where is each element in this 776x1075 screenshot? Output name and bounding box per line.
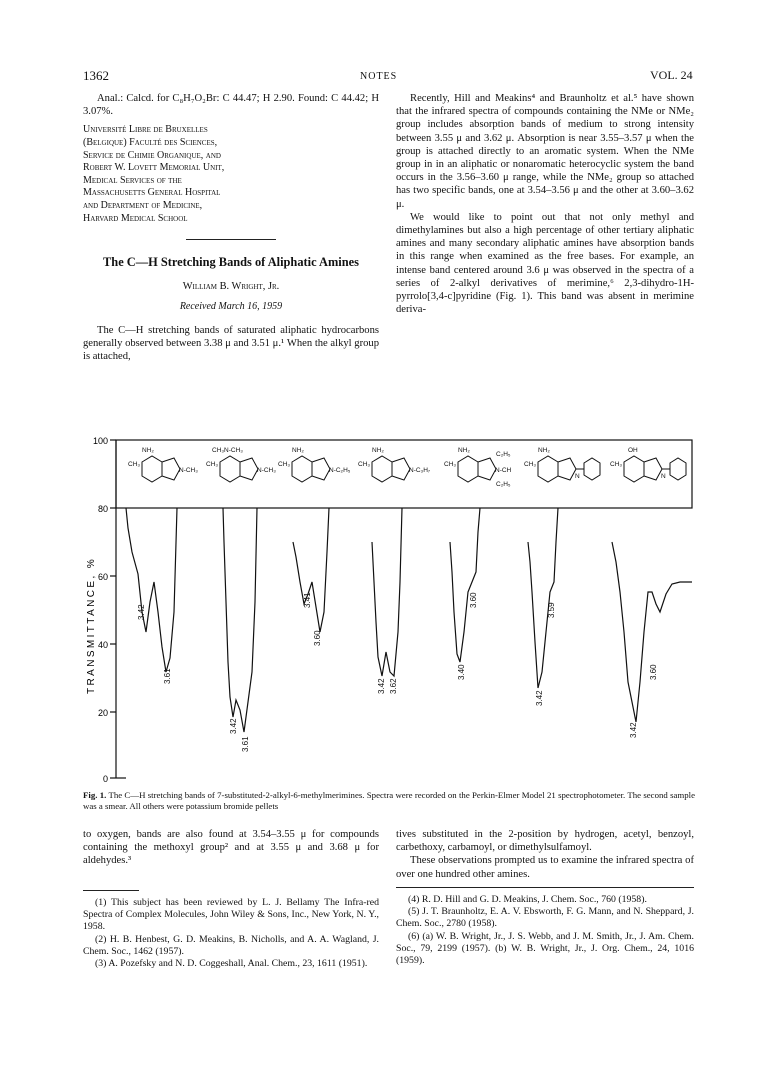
ir-spectra-figure [80,432,696,784]
footnote: (3) A. Pozefsky and N. D. Coggeshall, Anal. Chem., 23, 1611 (1951). [95,958,368,970]
structure-label: N-CH [495,467,512,474]
left-bottom-column [83,828,379,970]
y-tick-label: 60 [97,572,108,582]
y-tick-label: 0 [102,774,108,784]
figure-caption [83,790,695,812]
affiliation-block [83,124,379,225]
structure-label: CH₃N-CH₃ [212,447,243,454]
footnote-divider [83,890,139,891]
band-label: 3.60 [469,592,478,608]
spectrum-trace-4 [372,508,402,676]
paragraph: We would like to point out that not only methyl and dimethylamines but also a high percentage of other tertiary aliphatic amines and many secondary aliphatic amines have absorption bands in this range when examined as the free bases. For example, an intense band centered around 3.6 μ was observed in the spectra of a series of 2-alkyl derivatives of merimine,⁶ 2,3-dihydro-1H-pyrrolo[3,4-c]pyridine (Fig. 1). This band was absent in merimine deriva- [396,211,694,316]
structure-label: CH₃ [278,461,291,468]
structure-label: CH₃ [206,461,219,468]
band-label: 3.59 [547,602,556,618]
affiliation-line: Université Libre de Bruxelles [83,124,208,136]
affiliation-line: Service de Chimie Organique, and [83,149,221,161]
band-label: 3.62 [389,678,398,694]
author: William B. Wright, Jr. [182,281,280,293]
structure-label: N-CH₃ [257,467,276,474]
band-label: 3.40 [457,664,466,680]
structure-label: OH [628,447,638,454]
structure-label: CH₃ [610,461,623,468]
volume-label: VOL. 24 [650,68,693,82]
band-label: 3.41 [303,592,312,608]
footnote: (2) H. B. Henbest, G. D. Meakins, B. Nicholls, and A. A. Wagland, J. Chem. Soc., 1462 (1957). [83,933,379,957]
band-label: 3.42 [137,604,146,620]
structure-label: NH₂ [142,447,154,454]
footnote: (1) This subject has been reviewed by L. J. Bellamy The Infra-red Spectra of Complex Molecules, John Wiley & Sons, Inc., New York, N. Y., 1958. [83,896,379,933]
structure [278,447,351,482]
spectrum-trace-1 [126,508,177,672]
spectrum-trace-5 [450,508,480,662]
affiliation-line: Robert W. Lovett Memorial Unit, [83,162,225,174]
left-column [83,92,379,363]
right-bottom-column [396,828,694,968]
chemical-structures [128,447,686,488]
caption-label: Fig. 1. [83,790,107,800]
footnotes-left [83,897,379,971]
structure-label: NH₂ [372,447,384,454]
running-head: NOTES [360,71,398,82]
structure-label: N [661,473,666,480]
structure [444,447,512,488]
structure-label: N-C₃H₇ [409,467,431,474]
y-tick-label: 20 [97,708,108,718]
band-label: 3.60 [649,664,658,680]
structure [206,447,276,482]
structure [358,447,430,482]
footnote: (5) J. T. Braunholtz, E. A. V. Ebsworth, F. G. Mann, and N. Sheppard, J. Chem. Soc., 2780 (1958). [396,906,694,930]
spectrum-trace-3 [293,508,329,632]
structure-label: NH₂ [292,447,304,454]
spectra-traces [126,508,692,732]
page-number: 1362 [83,68,109,83]
band-label: 3.42 [535,690,544,706]
affiliation-line: Medical Services of the [83,174,182,186]
structure-label: CH₃ [444,461,457,468]
band-label: 3.61 [163,668,172,684]
band-label: 3.42 [629,722,638,738]
received-date: Received March 16, 1959 [179,301,283,313]
paragraph: Recently, Hill and Meakins⁴ and Braunholtz et al.⁵ have shown that the infrared spectra of compounds containing the NMe or NMe₂ group includes absorption bands of medium to strong intensity between 3.55 μ and 3.62 μ. Absorption is near 3.55–3.57 μ when the group is attached directly to an aromatic system. When the NMe group in in an aliphatic or nonaromatic heterocyclic system the band occurs in the 3.56–3.60 μ range, while the NMe₂ group so attached has two specific bands, one at 3.54–3.56 μ and the other at 3.60–3.62 μ. [396,93,694,210]
footnotes-right [396,894,694,968]
band-labels [137,592,658,752]
y-tick-label: 40 [97,640,108,650]
structure-label: N-C₂H₅ [329,467,351,474]
y-tick-label: 80 [97,504,108,514]
footnote: (6) (a) W. B. Wright, Jr., J. S. Webb, and J. M. Smith, Jr., J. Am. Chem. Soc., 79, 2199 (1957). (b) W. B. Wright, Jr., J. Org. Chem., 24, 1016 (1959). [396,930,694,967]
structure-label: C₂H₅ [496,451,511,458]
intro-paragraph: The C—H stretching bands of saturated aliphatic hydrocarbons generally observed between 3.38 μ and 3.51 μ.¹ When the alkyl group is attached, [83,324,379,362]
band-label: 3.42 [377,678,386,694]
structure-box [116,440,692,508]
structure-label: N [575,473,580,480]
structure-label: NH₂ [458,447,470,454]
band-label: 3.42 [229,718,238,734]
divider [186,239,276,240]
paragraph: These observations prompted us to examine the infrared spectra of over one hundred other amines. [396,855,694,880]
structure-label: C₂H₅ [496,481,511,488]
band-label: 3.60 [313,630,322,646]
affiliation-line: (Belgique) Faculté des Sciences, [83,137,218,148]
affiliation-line: Harvard Medical School [83,212,188,224]
analysis-line: Anal.: Calcd. for C₈H₇O₂Br: C 44.47; H 2.90. Found: C 44.42; H 3.07%. [83,93,379,118]
structure [610,447,686,482]
article-title: The C—H Stretching Bands of Aliphatic Amines [103,255,359,270]
structure-label: CH₃ [358,461,371,468]
structure-label: CH₃ [128,461,141,468]
structure-label: NH₂ [538,447,550,454]
structure-label: CH₃ [524,461,537,468]
affiliation-line: Massachusetts General Hospital [83,187,221,199]
paragraph: to oxygen, bands are also found at 3.54–3.55 μ for compounds containing the methoxyl group² and at 3.55 μ and 3.68 μ for aldehydes.³ [83,829,379,867]
paragraph: tives substituted in the 2-position by hydrogen, acetyl, benzoyl, carbethoxy, carbamoyl, or dimethylsulfamoyl. [396,829,694,854]
structure [524,447,600,482]
spectrum-trace-2 [223,508,257,732]
right-column [396,92,694,316]
y-axis-label: TRANSMITTANCE, % [86,556,97,694]
spectrum-trace-7 [612,542,692,722]
footnote: (4) R. D. Hill and G. D. Meakins, J. Chem. Soc., 760 (1958). [408,893,647,905]
y-tick-label: 100 [92,436,108,446]
spectrum-trace-6 [528,508,558,688]
band-label: 3.61 [241,736,250,752]
structure-label: N-CH₃ [179,467,198,474]
caption-text: The C—H stretching bands of 7-substituted-2-alkyl-6-methylmerimines. Spectra were recorded on the Perkin-Elmer Model 21 spectrophotometer. The second sample was a smear. All others were potassium bromide pellets [83,790,695,811]
structure [128,447,198,482]
footnote-divider [396,887,694,888]
affiliation-line: and Department of Medicine, [83,199,203,211]
